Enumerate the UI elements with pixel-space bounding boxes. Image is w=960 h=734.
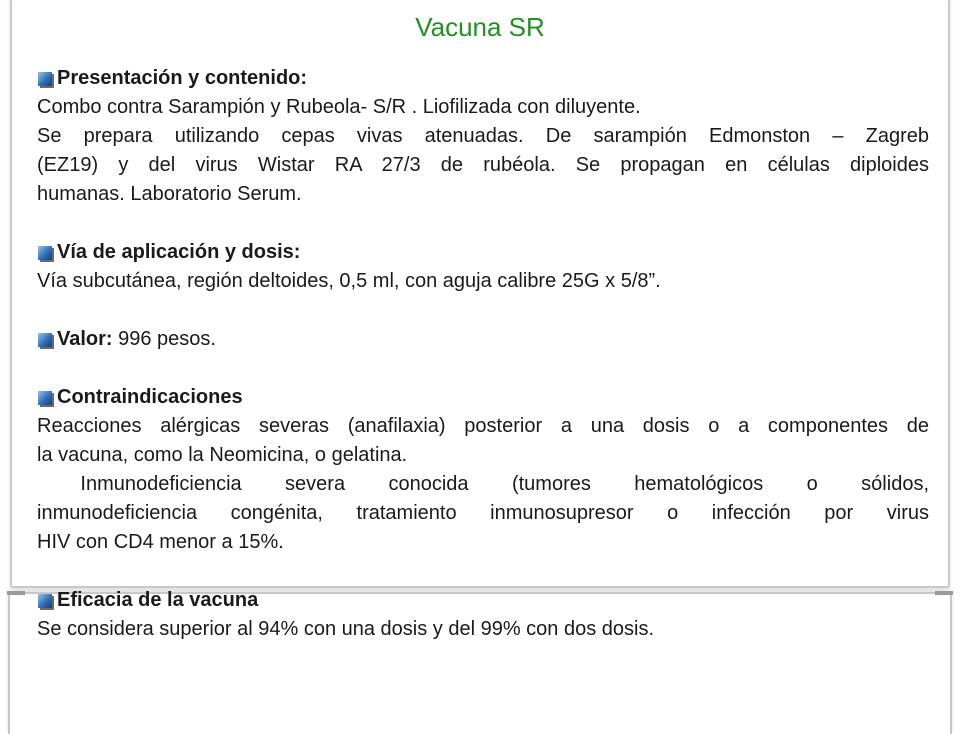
text-line: inmunodeficiencia congénita, tratamiento inmunosupresor o infección por virus [37,502,929,524]
text-line: Vía subcutánea, región deltoides, 0,5 ml, con aguja calibre 25G x 5/8”. [37,270,661,292]
section-title: Contraindicaciones [57,386,243,408]
price-value: 996 pesos. [112,328,216,350]
section-title: Eficacia de la vacuna [57,589,259,611]
text-line: Inmunodeficiencia severa conocida (tumores hematológicos o sólidos, [37,473,929,495]
square-bullet-icon [38,391,52,405]
text-line: (EZ19) y del virus Wistar RA 27/3 de rubéola. Se propagan en células diploides [37,154,929,176]
square-bullet-icon [38,246,52,260]
section-heading-presentacion [37,64,929,93]
text-line: Se prepara utilizando cepas vivas atenuadas. De sarampión Edmonston – Zagreb [37,125,929,147]
section-heading-contraindicaciones [37,383,929,412]
square-bullet-icon [38,594,52,608]
text-line: HIV con CD4 menor a 15%. [37,531,284,553]
section-heading-via [37,238,929,267]
text-line: Se considera superior al 94% con una dosis y del 99% con dos dosis. [37,618,655,640]
text-line: Combo contra Sarampión y Rubeola- S/R . Liofilizada con diluyente. [37,96,641,118]
section-title: Valor: [57,328,113,350]
text-line: humanas. Laboratorio Serum. [37,183,302,205]
square-bullet-icon [38,333,52,347]
text-line: Reacciones alérgicas severas (anafilaxia) posterior a una dosis o a componentes de [37,415,929,437]
section-heading-valor [37,325,929,354]
section-title: Presentación y contenido: [57,67,308,89]
slide-content [37,64,929,644]
section-title: Vía de aplicación y dosis: [57,241,301,263]
section-heading-eficacia [37,586,929,615]
text-line: la vacuna, como la Neomicina, o gelatina. [37,444,408,466]
slide-title: Vacuna SR [415,12,545,42]
square-bullet-icon [38,72,52,86]
